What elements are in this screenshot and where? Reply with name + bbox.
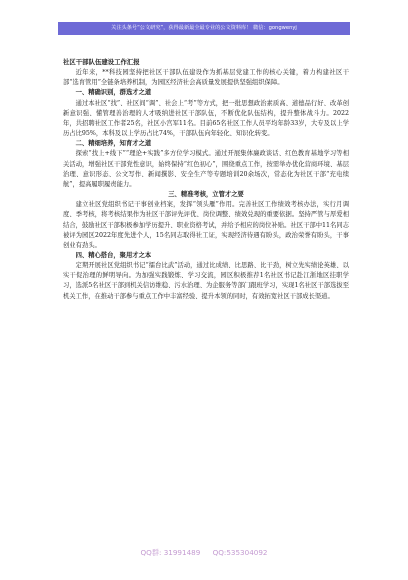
intro-paragraph: 近年来，**科技园坚持把社区干部队伍建设作为抓基层党建工作的核心关键，着力构建社区干部“选育管用”全链条培养机制，为园区经济社会高质量发展提供坚强组织保障。 (63, 69, 349, 87)
document-body (63, 57, 349, 302)
qq-number-text: QQ:535304092 (212, 548, 268, 557)
section (63, 139, 349, 190)
section (63, 88, 349, 139)
section-body: 通过本社区“找”、社区间“调”、社会上“考”等方式，把一批思想政治素质高、道德品行好、改革创新意识强、懂管理善治理的人才吸纳进社区干部队伍，不断优化队伍结构，提升整体战斗力。2022年，共招聘社区工作者25名，社区小宫军11名。目前65名社区工作人员平均年龄33岁，大专及以上学历占比95%，本科及以上学历占比74%，干部队伍向年轻化、知识化转变。 (63, 99, 349, 138)
section (63, 190, 349, 251)
section-body: 定期开展社区党组织书记“擂台比武”活动，通过比成绩、比思路、比干劲，树立先实绩论英雄、以实干促治理的鲜明导向。为加强实践锻炼、学习交流，园区积极推荐1名社区书记赴江浙地区挂职学习，选派5名社区干部到机关信访维稳、污水治理、为企服务等部门跟班学习，实现1名社区干部选拔至机关工作，在推动干部参与重点工作中丰富经验、提升本领的同时，有效拓宽社区干部成长渠道。 (63, 262, 349, 300)
footer-contact (0, 548, 408, 558)
section-heading: 二、精细培养，知育才之道 (75, 140, 152, 148)
section-heading: 四、精心搭台，聚用才之本 (75, 251, 152, 259)
qq-group-text: QQ群: 31991489 (140, 548, 201, 557)
document-title: 社区干部队伍建设工作汇报 (63, 58, 140, 66)
section-body: 建立社区党组织书记干事创业档案，发挥“领头雁”作用。完善社区工作绩效考核办法，实行月调度、季考核，将考核结果作为社区干部评先评优、岗位调整、绩效兑现的重要依据。坚持严管与厚爱相结合，鼓励社区干部积极参加学历提升、职业资格考试，并给予相应的岗位补贴。社区干部中11名同志被评为园区2022年度先进个人，15名同志取得社工证，实现经济待遇有盼头，政治荣誉有盼头，干事创业有劲头。 (63, 201, 349, 249)
section-heading: 一、精确识别，群选才之道 (75, 89, 152, 97)
section (63, 251, 349, 302)
banner-text: 关注头条号“公文研究”，获得最新最全最专业的公文资料库！ 微信：gongwenyj (111, 25, 297, 31)
section-body: 探索“找上+线下”“理论+实践”多方位学习模式。通过开展集体廉政谈话、红色教育基地学习等相关活动，增强社区干部党性意识，始终保持“红色初心”，围绕重点工作，按需举办优化营商环境、基层治理、意识形态、公文写作、新闻撰影、安全生产等专题培训20余场次，常态化为社区干部“充电续航”，提高履职履责能力。 (63, 150, 349, 188)
header-banner (58, 22, 350, 35)
section-heading: 三、精准考核，立管才之要 (168, 191, 244, 199)
